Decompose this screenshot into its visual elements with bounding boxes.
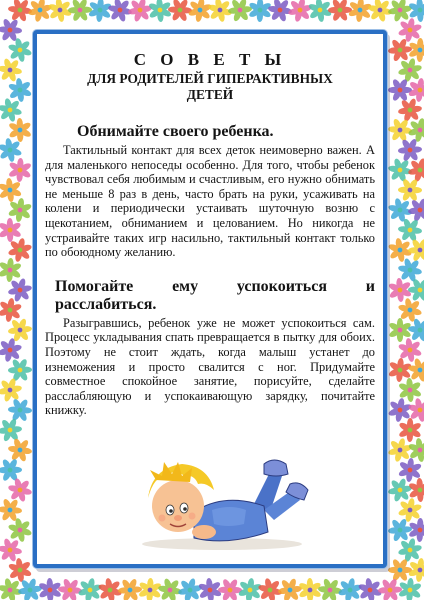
flower-icon	[26, 0, 55, 25]
section-heading-calm-line2: расслабиться.	[55, 295, 157, 313]
flower-icon	[347, 0, 373, 23]
flower-icon	[186, 0, 214, 24]
flower-icon	[87, 0, 113, 23]
flower-icon	[0, 335, 24, 364]
flower-icon	[43, 0, 77, 27]
page-title: С О В Е Т Ы	[133, 50, 287, 69]
section-body-calm: Разыгравшись, ребенок уже не может успокоиться сам. Процесс укладывания спать превращается в пытку для обоих. Поэтому не стоит ждать, когда малыш устанет до изнеможения и просто свалится с ног. Придумайте совместное спокойное занятие, порисуйте, сделайте расслабляющую и успокаивающую зарядку, почитайте книжку.	[45, 315, 375, 418]
section-body-hug: Тактильный контакт для всех деток неимоверно важен. А для маленького непоседы особенно. Для того, чтобы ребенок чувствовал себя любимым и счастливым, его нужно обнимать не меньше 8 раз в день, часто брать на руки, усаживать на колени и периодически устаивать шуточную возню с щекотанием, обниманием и целованием. Но никогда не устраивайте таких игр насильно, тактильный контакт только по обоюдному желанию.	[45, 143, 375, 260]
flower-icon	[303, 0, 337, 27]
section-heading-calm-line1: Помогайте ему успокоиться и	[55, 277, 375, 295]
page-subtitle-line2: ДЕТЕЙ	[186, 87, 234, 102]
flower-icon	[0, 375, 25, 405]
flower-icon	[248, 0, 272, 22]
flower-icon	[0, 257, 23, 283]
flower-icon	[143, 0, 176, 27]
section-heading-hug: Обнимайте своего ребенка.	[77, 123, 274, 140]
cartoon-boy-lying-icon	[132, 450, 310, 552]
page-subtitle-line1: ДЛЯ РОДИТЕЛЕЙ ГИПЕРАКТИВНЫХ	[87, 71, 333, 86]
flower-icon	[285, 0, 314, 25]
flower-icon	[0, 296, 24, 323]
advice-content	[45, 50, 375, 418]
